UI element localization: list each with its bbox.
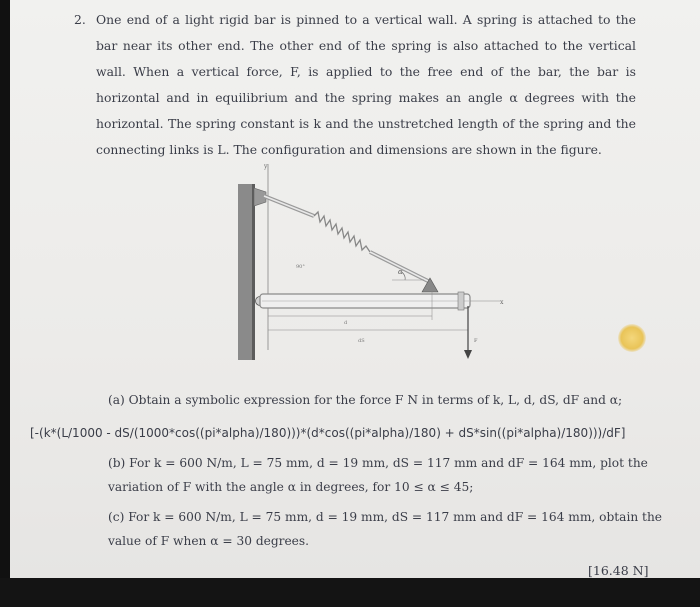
force-label: F <box>474 338 478 344</box>
dimension-dF-label: dS <box>358 338 365 344</box>
mechanism-diagram <box>224 160 514 365</box>
part-a: (a) Obtain a symbolic expression for the force F N in terms of k, L, d, dS, dF and α; <box>108 393 623 407</box>
alpha-label: α <box>398 268 403 276</box>
part-c-answer: [16.48 N] <box>588 563 649 578</box>
problem-text: One end of a light rigid bar is pinned to a vertical wall. A spring is attached to the bar near its other end. The other end of the spring is also attached to the vertical wall. When a vertical force, F, is applied to the free end of the bar, the bar is horizontal and in equilibrium and the spring makes an angle α degrees with the horizontal. The spring constant is k and the unstretched length of the spring and the connecting links is L. The configuration and dimensions are shown in the figure. <box>96 12 636 157</box>
part-b-line1: (b) For k = 600 N/m, L = 75 mm, d = 19 mm, dS = 117 mm and dF = 164 mm, plot the <box>108 456 648 470</box>
part-a-answer: [-(k*(L/1000 - dS/(1000*cos((pi*alpha)/180)))*(d*cos((pi*alpha)/180) + dS*sin((pi*alpha)/180)))/dF] <box>30 426 626 440</box>
problem-statement <box>74 7 636 163</box>
photo-edge-left <box>0 0 10 607</box>
spring <box>314 212 370 252</box>
part-c-line1: (c) For k = 600 N/m, L = 75 mm, d = 19 mm, dS = 117 mm and dF = 164 mm, obtain the <box>108 510 663 524</box>
wall <box>238 184 254 360</box>
right-angle-label: 90° <box>296 264 305 270</box>
light-glare <box>618 324 646 352</box>
y-axis-label: y <box>264 163 268 170</box>
part-c-line2: value of F when α = 30 degrees. <box>108 534 310 548</box>
part-b-line2: variation of F with the angle α in degrees, for 10 ≤ α ≤ 45; <box>108 480 474 494</box>
problem-number: 2. <box>74 12 86 27</box>
figure <box>224 160 514 369</box>
photo-edge-bottom <box>0 578 700 607</box>
x-axis-label: x <box>500 299 504 306</box>
dimension-d-label: d <box>344 320 348 326</box>
